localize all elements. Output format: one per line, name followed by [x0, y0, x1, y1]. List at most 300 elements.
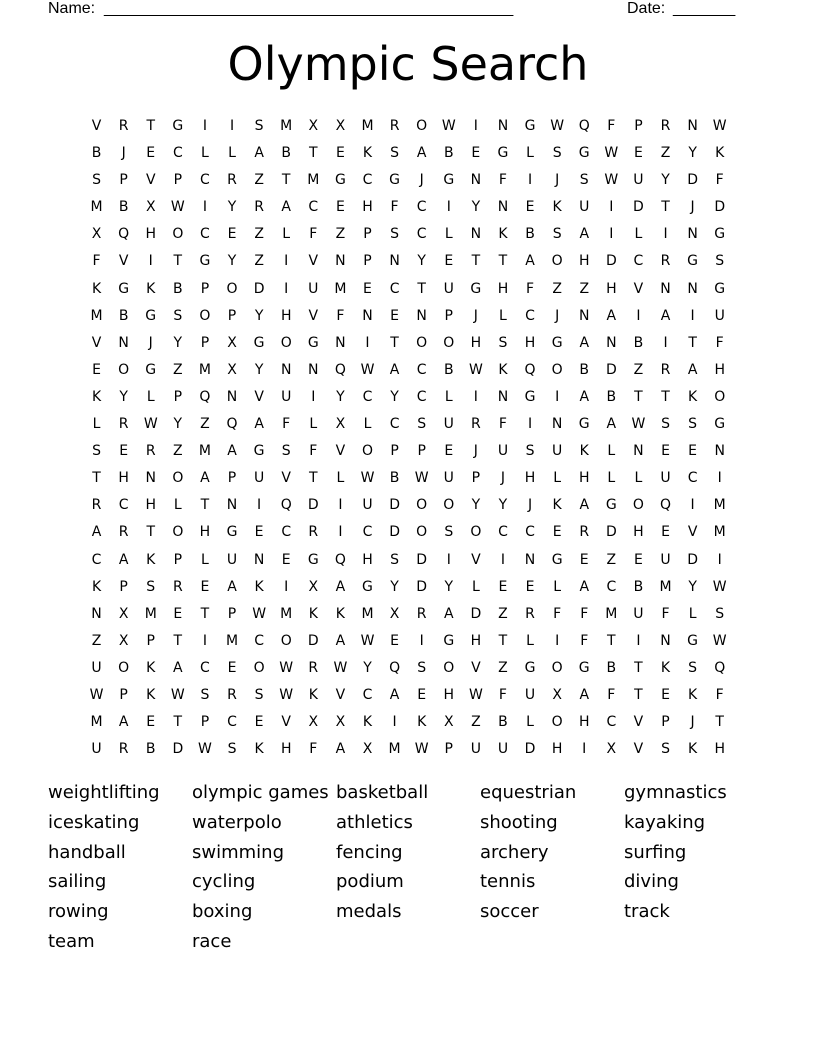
- grid-letter[interactable]: D: [524, 741, 536, 758]
- grid-letter[interactable]: H: [578, 470, 590, 487]
- grid-letter[interactable]: K: [146, 686, 156, 703]
- grid-letter[interactable]: P: [173, 551, 183, 568]
- grid-letter[interactable]: A: [227, 578, 237, 595]
- grid-letter[interactable]: B: [443, 361, 454, 378]
- grid-letter[interactable]: A: [335, 578, 346, 595]
- grid-letter[interactable]: G: [226, 524, 238, 541]
- grid-letter[interactable]: G: [551, 334, 563, 351]
- grid-letter[interactable]: T: [471, 253, 481, 270]
- grid-letter[interactable]: V: [254, 388, 264, 405]
- grid-letter[interactable]: K: [417, 714, 427, 731]
- grid-letter[interactable]: O: [280, 334, 292, 351]
- grid-letter[interactable]: I: [229, 118, 235, 134]
- grid-letter[interactable]: M: [713, 497, 726, 514]
- grid-letter[interactable]: X: [389, 605, 400, 622]
- grid-letter[interactable]: G: [605, 497, 617, 514]
- grid-letter[interactable]: T: [200, 605, 210, 622]
- grid-letter[interactable]: T: [417, 280, 426, 297]
- grid-letter[interactable]: A: [579, 497, 590, 514]
- grid-letter[interactable]: V: [91, 118, 102, 134]
- grid-letter[interactable]: S: [661, 741, 670, 758]
- grid-letter[interactable]: S: [444, 524, 454, 541]
- grid-letter[interactable]: X: [308, 714, 319, 731]
- grid-letter[interactable]: U: [308, 280, 319, 297]
- grid-letter[interactable]: E: [335, 199, 345, 216]
- grid-letter[interactable]: W: [360, 632, 375, 649]
- grid-letter[interactable]: F: [498, 686, 507, 703]
- grid-letter[interactable]: C: [362, 172, 373, 189]
- grid-letter[interactable]: I: [392, 714, 397, 731]
- grid-letter[interactable]: K: [552, 497, 562, 514]
- grid-letter[interactable]: K: [308, 605, 318, 622]
- grid-letter[interactable]: V: [335, 686, 346, 703]
- grid-letter[interactable]: P: [173, 388, 183, 405]
- grid-letter[interactable]: O: [226, 280, 238, 297]
- grid-letter[interactable]: S: [715, 605, 725, 622]
- grid-letter[interactable]: W: [468, 361, 483, 378]
- grid-letter[interactable]: O: [280, 632, 292, 649]
- grid-letter[interactable]: R: [118, 416, 129, 433]
- grid-letter[interactable]: O: [443, 497, 455, 514]
- grid-letter[interactable]: O: [443, 334, 455, 351]
- grid-letter[interactable]: Z: [254, 172, 264, 189]
- grid-letter[interactable]: A: [335, 632, 346, 649]
- grid-letter[interactable]: I: [284, 253, 289, 270]
- grid-letter[interactable]: Z: [498, 605, 508, 622]
- grid-letter[interactable]: E: [688, 443, 698, 460]
- grid-letter[interactable]: S: [688, 659, 698, 676]
- grid-letter[interactable]: N: [280, 361, 292, 378]
- grid-letter[interactable]: C: [172, 145, 183, 162]
- grid-letter[interactable]: A: [200, 470, 210, 487]
- grid-letter[interactable]: G: [470, 280, 482, 297]
- grid-letter[interactable]: N: [687, 226, 698, 243]
- grid-letter[interactable]: S: [579, 172, 589, 189]
- grid-letter[interactable]: E: [227, 226, 237, 243]
- grid-letter[interactable]: S: [200, 686, 210, 703]
- grid-letter[interactable]: S: [390, 145, 400, 162]
- grid-letter[interactable]: Y: [444, 578, 454, 595]
- grid-letter[interactable]: R: [254, 199, 264, 216]
- grid-letter[interactable]: I: [663, 334, 668, 351]
- grid-letter[interactable]: R: [308, 659, 319, 676]
- grid-letter[interactable]: L: [499, 307, 507, 324]
- grid-letter[interactable]: T: [200, 497, 210, 514]
- grid-letter[interactable]: G: [524, 118, 536, 134]
- grid-letter[interactable]: C: [362, 686, 373, 703]
- grid-letter[interactable]: E: [579, 551, 589, 568]
- grid-letter[interactable]: M: [388, 741, 401, 758]
- grid-letter[interactable]: G: [497, 145, 509, 162]
- grid-letter[interactable]: G: [443, 172, 455, 189]
- grid-letter[interactable]: X: [552, 686, 562, 703]
- grid-letter[interactable]: X: [335, 714, 346, 731]
- grid-letter[interactable]: N: [253, 551, 265, 568]
- grid-letter[interactable]: R: [579, 524, 590, 541]
- grid-letter[interactable]: U: [714, 307, 725, 324]
- grid-letter[interactable]: K: [660, 659, 671, 676]
- grid-letter[interactable]: E: [335, 145, 345, 162]
- grid-letter[interactable]: H: [714, 741, 725, 758]
- grid-letter[interactable]: U: [226, 551, 238, 568]
- grid-letter[interactable]: D: [605, 253, 617, 270]
- grid-letter[interactable]: O: [199, 307, 211, 324]
- grid-letter[interactable]: H: [145, 497, 156, 514]
- grid-letter[interactable]: G: [551, 551, 563, 568]
- grid-letter[interactable]: X: [308, 118, 319, 134]
- grid-letter[interactable]: R: [416, 605, 427, 622]
- grid-letter[interactable]: F: [336, 307, 345, 324]
- grid-letter[interactable]: G: [578, 659, 590, 676]
- grid-letter[interactable]: S: [227, 741, 237, 758]
- grid-letter[interactable]: X: [118, 632, 129, 649]
- grid-letter[interactable]: T: [715, 714, 724, 731]
- grid-letter[interactable]: H: [606, 280, 617, 297]
- grid-letter[interactable]: M: [605, 605, 618, 622]
- grid-letter[interactable]: K: [688, 741, 698, 758]
- grid-letter[interactable]: G: [199, 253, 211, 270]
- grid-letter[interactable]: B: [173, 280, 183, 297]
- grid-letter[interactable]: I: [609, 199, 614, 216]
- grid-letter[interactable]: I: [690, 307, 695, 324]
- grid-letter[interactable]: I: [257, 497, 262, 514]
- grid-letter[interactable]: P: [119, 686, 128, 703]
- grid-letter[interactable]: Y: [173, 416, 183, 433]
- grid-letter[interactable]: S: [254, 118, 264, 134]
- grid-letter[interactable]: N: [660, 280, 671, 297]
- grid-letter[interactable]: J: [690, 199, 695, 216]
- grid-letter[interactable]: U: [633, 172, 644, 189]
- grid-letter[interactable]: H: [497, 280, 509, 297]
- grid-letter[interactable]: T: [661, 199, 670, 216]
- grid-letter[interactable]: W: [360, 470, 375, 487]
- grid-letter[interactable]: M: [90, 714, 103, 731]
- grid-letter[interactable]: Y: [471, 497, 481, 514]
- grid-letter[interactable]: V: [633, 741, 644, 758]
- grid-letter[interactable]: E: [390, 632, 399, 649]
- grid-letter[interactable]: V: [145, 172, 156, 189]
- grid-letter[interactable]: S: [390, 226, 400, 243]
- grid-letter[interactable]: V: [281, 470, 291, 487]
- grid-letter[interactable]: A: [227, 443, 237, 460]
- grid-letter[interactable]: D: [416, 551, 428, 568]
- grid-letter[interactable]: A: [281, 199, 291, 216]
- grid-letter[interactable]: U: [633, 605, 644, 622]
- grid-letter[interactable]: W: [441, 118, 456, 134]
- grid-letter[interactable]: V: [308, 253, 319, 270]
- grid-letter[interactable]: P: [363, 253, 372, 270]
- grid-letter[interactable]: M: [90, 199, 103, 216]
- grid-letter[interactable]: W: [712, 632, 727, 649]
- grid-letter[interactable]: O: [470, 524, 482, 541]
- grid-letter[interactable]: K: [254, 578, 264, 595]
- grid-letter[interactable]: R: [145, 443, 156, 460]
- grid-letter[interactable]: B: [525, 226, 535, 243]
- grid-letter[interactable]: I: [446, 199, 451, 216]
- grid-letter[interactable]: C: [200, 659, 210, 676]
- grid-letter[interactable]: U: [579, 199, 590, 216]
- grid-letter[interactable]: W: [252, 605, 267, 622]
- grid-letter[interactable]: M: [280, 605, 293, 622]
- grid-letter[interactable]: Z: [173, 443, 183, 460]
- grid-letter[interactable]: J: [419, 172, 424, 189]
- grid-letter[interactable]: X: [308, 578, 319, 595]
- grid-letter[interactable]: Z: [254, 253, 264, 270]
- grid-letter[interactable]: O: [551, 361, 563, 378]
- grid-letter[interactable]: S: [661, 416, 670, 433]
- grid-letter[interactable]: W: [279, 686, 294, 703]
- grid-letter[interactable]: D: [633, 199, 644, 216]
- grid-letter[interactable]: A: [416, 145, 427, 162]
- grid-letter[interactable]: K: [688, 388, 698, 405]
- grid-letter[interactable]: I: [419, 632, 424, 649]
- grid-letter[interactable]: Q: [334, 551, 346, 568]
- grid-letter[interactable]: U: [443, 280, 454, 297]
- grid-letter[interactable]: Y: [390, 578, 399, 595]
- grid-letter[interactable]: E: [200, 578, 210, 595]
- grid-letter[interactable]: R: [525, 605, 535, 622]
- grid-letter[interactable]: H: [199, 524, 211, 541]
- grid-letter[interactable]: D: [605, 361, 617, 378]
- grid-letter[interactable]: Y: [661, 172, 670, 189]
- grid-letter[interactable]: E: [633, 145, 643, 162]
- grid-letter[interactable]: Z: [606, 551, 617, 568]
- grid-letter[interactable]: C: [200, 172, 210, 189]
- grid-letter[interactable]: L: [471, 578, 480, 595]
- grid-letter[interactable]: T: [634, 686, 643, 703]
- grid-letter[interactable]: G: [307, 334, 319, 351]
- grid-letter[interactable]: P: [119, 578, 128, 595]
- grid-letter[interactable]: W: [414, 470, 429, 487]
- grid-letter[interactable]: T: [390, 334, 399, 351]
- grid-letter[interactable]: L: [173, 497, 182, 514]
- grid-letter[interactable]: Y: [119, 388, 128, 405]
- grid-letter[interactable]: E: [661, 443, 670, 460]
- grid-letter[interactable]: G: [145, 361, 157, 378]
- grid-letter[interactable]: I: [446, 551, 451, 568]
- grid-letter[interactable]: J: [527, 497, 533, 514]
- grid-letter[interactable]: E: [119, 443, 129, 460]
- grid-letter[interactable]: H: [470, 632, 482, 649]
- grid-letter[interactable]: O: [416, 118, 428, 134]
- grid-letter[interactable]: R: [660, 118, 671, 134]
- grid-letter[interactable]: F: [553, 605, 562, 622]
- grid-letter[interactable]: A: [443, 605, 454, 622]
- grid-letter[interactable]: M: [659, 578, 672, 595]
- grid-letter[interactable]: F: [580, 632, 589, 649]
- grid-letter[interactable]: P: [471, 470, 481, 487]
- grid-letter[interactable]: Y: [390, 388, 399, 405]
- grid-letter[interactable]: P: [390, 443, 399, 460]
- grid-letter[interactable]: E: [92, 361, 101, 378]
- grid-letter[interactable]: R: [308, 524, 319, 541]
- grid-letter[interactable]: W: [170, 686, 185, 703]
- grid-letter[interactable]: L: [146, 388, 155, 405]
- grid-letter[interactable]: P: [200, 334, 210, 351]
- grid-letter[interactable]: N: [497, 388, 509, 405]
- grid-letter[interactable]: W: [550, 118, 565, 134]
- grid-letter[interactable]: K: [498, 226, 508, 243]
- grid-letter[interactable]: W: [712, 118, 727, 134]
- grid-letter[interactable]: J: [121, 145, 126, 162]
- grid-letter[interactable]: K: [579, 443, 589, 460]
- grid-letter[interactable]: E: [552, 524, 562, 541]
- grid-letter[interactable]: R: [227, 686, 237, 703]
- grid-letter[interactable]: K: [91, 280, 102, 297]
- grid-letter[interactable]: I: [365, 334, 370, 351]
- grid-letter[interactable]: H: [578, 714, 590, 731]
- grid-letter[interactable]: C: [308, 199, 319, 216]
- grid-letter[interactable]: O: [551, 714, 563, 731]
- grid-letter[interactable]: G: [524, 659, 536, 676]
- grid-letter[interactable]: S: [417, 659, 427, 676]
- grid-letter[interactable]: M: [198, 361, 211, 378]
- grid-letter[interactable]: R: [118, 741, 129, 758]
- grid-letter[interactable]: F: [309, 443, 318, 460]
- grid-letter[interactable]: H: [280, 307, 292, 324]
- grid-letter[interactable]: G: [578, 145, 590, 162]
- grid-letter[interactable]: W: [170, 199, 185, 216]
- grid-letter[interactable]: Z: [633, 361, 644, 378]
- grid-letter[interactable]: F: [282, 416, 291, 433]
- grid-letter[interactable]: O: [118, 361, 130, 378]
- grid-letter[interactable]: W: [198, 741, 212, 758]
- grid-letter[interactable]: R: [172, 578, 183, 595]
- grid-letter[interactable]: C: [91, 551, 102, 568]
- grid-letter[interactable]: C: [606, 578, 617, 595]
- grid-letter[interactable]: E: [146, 714, 156, 731]
- grid-letter[interactable]: W: [279, 659, 294, 676]
- grid-letter[interactable]: I: [284, 578, 289, 595]
- grid-letter[interactable]: N: [335, 253, 346, 270]
- grid-letter[interactable]: E: [633, 551, 643, 568]
- grid-letter[interactable]: N: [118, 334, 129, 351]
- grid-letter[interactable]: H: [443, 686, 455, 703]
- grid-letter[interactable]: B: [281, 145, 291, 162]
- grid-letter[interactable]: L: [444, 388, 453, 405]
- grid-letter[interactable]: X: [227, 361, 237, 378]
- grid-letter[interactable]: E: [146, 145, 156, 162]
- grid-letter[interactable]: X: [145, 199, 156, 216]
- grid-letter[interactable]: S: [688, 416, 698, 433]
- grid-letter[interactable]: B: [443, 145, 454, 162]
- grid-letter[interactable]: F: [309, 226, 318, 243]
- grid-letter[interactable]: A: [335, 741, 346, 758]
- grid-letter[interactable]: V: [471, 659, 481, 676]
- grid-letter[interactable]: U: [497, 443, 509, 460]
- grid-letter[interactable]: N: [687, 280, 698, 297]
- grid-letter[interactable]: K: [715, 145, 725, 162]
- grid-letter[interactable]: B: [91, 145, 102, 162]
- grid-letter[interactable]: Y: [363, 659, 372, 676]
- grid-letter[interactable]: U: [91, 741, 102, 758]
- grid-letter[interactable]: C: [227, 714, 237, 731]
- grid-letter[interactable]: D: [389, 524, 400, 541]
- grid-letter[interactable]: O: [416, 524, 428, 541]
- grid-letter[interactable]: R: [118, 524, 129, 541]
- grid-letter[interactable]: F: [526, 280, 535, 297]
- grid-letter[interactable]: R: [118, 118, 129, 134]
- grid-letter[interactable]: Y: [254, 361, 264, 378]
- grid-letter[interactable]: L: [201, 551, 209, 568]
- grid-letter[interactable]: E: [661, 524, 670, 541]
- grid-letter[interactable]: P: [227, 307, 237, 324]
- grid-letter[interactable]: Q: [280, 497, 292, 514]
- grid-letter[interactable]: B: [606, 659, 617, 676]
- grid-letter[interactable]: T: [309, 470, 318, 487]
- grid-letter[interactable]: C: [416, 361, 427, 378]
- grid-letter[interactable]: N: [497, 199, 509, 216]
- grid-letter[interactable]: I: [555, 388, 560, 405]
- grid-letter[interactable]: Y: [688, 145, 697, 162]
- grid-letter[interactable]: S: [254, 686, 264, 703]
- grid-letter[interactable]: L: [607, 470, 616, 487]
- grid-letter[interactable]: I: [609, 226, 614, 243]
- grid-letter[interactable]: E: [525, 578, 535, 595]
- grid-letter[interactable]: F: [715, 172, 724, 189]
- grid-letter[interactable]: Y: [417, 253, 426, 270]
- grid-letter[interactable]: V: [281, 714, 291, 731]
- grid-letter[interactable]: W: [631, 416, 646, 433]
- grid-letter[interactable]: T: [173, 632, 183, 649]
- grid-letter[interactable]: K: [91, 388, 102, 405]
- grid-letter[interactable]: Z: [579, 280, 590, 297]
- grid-letter[interactable]: Y: [173, 334, 183, 351]
- grid-letter[interactable]: C: [525, 524, 535, 541]
- grid-letter[interactable]: K: [362, 714, 373, 731]
- grid-letter[interactable]: H: [714, 361, 725, 378]
- grid-letter[interactable]: H: [633, 524, 644, 541]
- grid-letter[interactable]: O: [118, 659, 130, 676]
- grid-letter[interactable]: P: [634, 118, 643, 134]
- grid-letter[interactable]: I: [663, 226, 668, 243]
- grid-letter[interactable]: T: [634, 388, 643, 405]
- grid-letter[interactable]: I: [527, 172, 533, 189]
- grid-letter[interactable]: L: [553, 470, 562, 487]
- grid-letter[interactable]: E: [417, 686, 427, 703]
- grid-letter[interactable]: C: [254, 632, 264, 649]
- grid-letter[interactable]: Z: [335, 226, 346, 243]
- grid-letter[interactable]: U: [497, 741, 509, 758]
- grid-letter[interactable]: H: [470, 334, 482, 351]
- grid-letter[interactable]: E: [525, 199, 535, 216]
- grid-letter[interactable]: O: [172, 470, 184, 487]
- grid-letter[interactable]: X: [227, 334, 237, 351]
- grid-letter[interactable]: G: [172, 118, 184, 134]
- grid-letter[interactable]: P: [444, 307, 453, 324]
- grid-letter[interactable]: S: [715, 253, 725, 270]
- grid-letter[interactable]: D: [687, 172, 698, 189]
- grid-letter[interactable]: K: [498, 361, 508, 378]
- grid-letter[interactable]: Z: [471, 714, 481, 731]
- grid-letter[interactable]: F: [580, 605, 589, 622]
- grid-letter[interactable]: G: [443, 632, 455, 649]
- grid-letter[interactable]: Q: [660, 497, 672, 514]
- grid-letter[interactable]: I: [148, 253, 153, 270]
- grid-letter[interactable]: F: [715, 686, 724, 703]
- grid-letter[interactable]: E: [471, 145, 481, 162]
- grid-letter[interactable]: N: [578, 307, 590, 324]
- grid-letter[interactable]: F: [607, 686, 616, 703]
- grid-letter[interactable]: S: [92, 443, 101, 460]
- grid-letter[interactable]: V: [633, 714, 644, 731]
- grid-letter[interactable]: M: [334, 280, 347, 297]
- grid-letter[interactable]: R: [389, 118, 400, 134]
- grid-letter[interactable]: Q: [714, 659, 726, 676]
- grid-letter[interactable]: N: [416, 307, 427, 324]
- grid-letter[interactable]: M: [280, 118, 293, 134]
- grid-letter[interactable]: O: [632, 497, 644, 514]
